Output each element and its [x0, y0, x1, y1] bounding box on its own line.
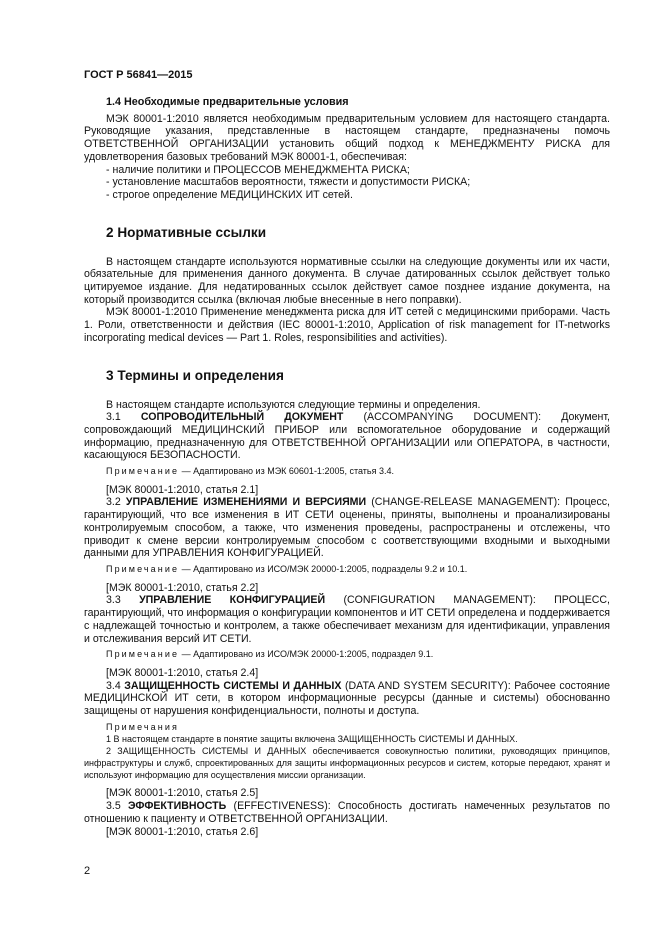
term-name: УПРАВЛЕНИЕ КОНФИГУРАЦИЕЙ: [139, 594, 326, 607]
note-label: Примечание: [106, 649, 180, 660]
note-text: — Адаптировано из МЭК 60601-1:2005, статья 3.4.: [179, 466, 394, 477]
term-number: 3.1: [106, 411, 121, 424]
section-heading-3: 3 Термины и определения: [106, 367, 284, 383]
source-reference: [МЭК 80001-1:2010, статья 2.5]: [106, 787, 259, 800]
subsection-heading-1-4: 1.4 Необходимые предварительные условия: [106, 96, 349, 108]
term-number: 3.2: [106, 496, 121, 509]
page-content: [84, 96, 610, 838]
source-reference: [МЭК 80001-1:2010, статья 2.6]: [106, 825, 259, 838]
term-text: (ACCOMPANYING DOCUMENT): Документ, сопровождающий МЕДИЦИНСКИЙ ПРИБОР или вспомогательное оборудование и содержащий информацию, предназначенную для ОТВЕТСТВЕННОЙ ОРГАНИЗАЦИИ или ОПЕРАТОРА, в частности, касающуюся БЕЗОПАСНОСТИ.: [84, 411, 611, 462]
note-label: Примечание: [106, 466, 180, 477]
term-text: (EFFECTIVENESS): Способность достигать намеченных результатов по отношению к пациенту и ОТВЕТСТВЕННОЙ ОРГАНИЗАЦИИ.: [84, 800, 610, 825]
term-definition: [84, 800, 610, 825]
paragraph: В настоящем стандарте используются нормативные ссылки на следующие документы или их части, обязательные для применения данного документа. В случае датированных ссылок действует только цитируемое издание. Для недатированных ссылок действует самое позднее издание документа, на который производится ссылка (включая любые внесенные в него поправки).: [84, 255, 610, 306]
paragraph: МЭК 80001-1:2010 Применение менеджмента риска для ИТ сетей с медицинскими приборами. Часть 1. Роли, ответственности и действия (IEC 80001-1:2010, Application of risk management for IT-networks incorporating medical devices — Part 1. Roles, responsibilities and activities).: [84, 306, 610, 344]
term-definition: [84, 680, 610, 718]
note-label: Примечание: [106, 563, 180, 574]
source-reference: [МЭК 80001-1:2010, статья 2.2]: [106, 581, 259, 594]
paragraph: В настоящем стандарте используются следующие термины и определения.: [106, 398, 481, 411]
note-text: — Адаптировано из ИСО/МЭК 20000-1:2005, подразделы 9.2 и 10.1.: [179, 563, 468, 574]
list-item: - строгое определение МЕДИЦИНСКИХ ИТ сетей.: [106, 188, 353, 201]
section-heading-2: 2 Нормативные ссылки: [106, 224, 267, 240]
note: [84, 648, 610, 661]
notes-label: Примечания: [106, 721, 179, 732]
list-item: - установление масштабов вероятности, тяжести и допустимости РИСКА;: [106, 176, 471, 189]
paragraph: МЭК 80001-1:2010 является необходимым предварительным условием для настоящего стандарта. Руководящие указания, представленные в настоящем стандарте, предназначены помочь ОТВЕТСТВЕННОЙ ОРГАНИЗАЦИИ установить общий подход к МЕНЕДЖМЕНТУ РИСКА для удовлетворения базовых требований МЭК 80001-1, обеспечивая:: [84, 112, 610, 163]
note-text: 1 В настоящем стандарте в понятие защиты включена ЗАЩИЩЕННОСТЬ СИСТЕМЫ И ДАННЫХ.: [106, 734, 518, 745]
note: [84, 563, 610, 576]
term-name: УПРАВЛЕНИЕ ИЗМЕНЕНИЯМИ И ВЕРСИЯМИ: [125, 496, 367, 509]
document-id: ГОСТ Р 56841—2015: [84, 69, 193, 81]
term-definition: [84, 496, 610, 560]
page-number: 2: [84, 865, 91, 877]
term-number: 3.5: [106, 800, 121, 813]
term-text: (CHANGE-RELEASE MANAGEMENT): Процесс, гарантирующий, что все изменения в ИТ СЕТИ оценены, приняты, выполнены и проанализированы контролируемым способом, а также, что изменения проведены, распространены и отслежены, что приводит к смене версии контролируемым способом с соответствующими входными и выходными данными для УПРАВЛЕНИЯ КОНФИГУРАЦИЕЙ.: [84, 496, 610, 560]
term-definition: [84, 411, 610, 462]
note-text: — Адаптировано из ИСО/МЭК 20000-1:2005, подраздел 9.1.: [179, 649, 434, 660]
source-reference: [МЭК 80001-1:2010, статья 2.4]: [106, 666, 259, 679]
term-definition: [84, 594, 610, 645]
note-text: 2 ЗАЩИЩЕННОСТЬ СИСТЕМЫ И ДАННЫХ обеспечивается совокупностью политики, руководящих принципов, инфраструктуры и служб, спроектированных для защиты информационных ресурсов и систем, которые передают, хранят и используют информацию для осуществления миссии организации.: [84, 746, 610, 781]
term-name: СОПРОВОДИТЕЛЬНЫЙ ДОКУМЕНТ: [140, 411, 344, 424]
term-name: ЗАЩИЩЕННОСТЬ СИСТЕМЫ И ДАННЫХ: [124, 679, 342, 692]
term-name: ЭФФЕКТИВНОСТЬ: [128, 800, 227, 813]
term-number: 3.3: [106, 594, 121, 607]
note: [84, 465, 610, 478]
list-item: - наличие политики и ПРОЦЕССОВ МЕНЕДЖМЕНТА РИСКА;: [106, 163, 410, 176]
term-number: 3.4: [106, 679, 121, 692]
term-text: (CONFIGURATION MANAGEMENT): ПРОЦЕСС, гарантирующий, что информация о конфигурации компонентов и ИТ СЕТИ определена и поддерживается с надлежащей точностью и контролем, а также обеспечивает механизм для идентификации, управления и отслеживания версий ИТ СЕТИ.: [84, 594, 611, 645]
term-text: (DATA AND SYSTEM SECURITY): Рабочее состояние МЕДИЦИНСКОЙ ИТ сети, в котором информационные ресурсы (данные и системы) обоснованно защищены от нарушения конфиденциальности, полноты и доступа.: [84, 679, 611, 718]
source-reference: [МЭК 80001-1:2010, статья 2.1]: [106, 483, 259, 496]
